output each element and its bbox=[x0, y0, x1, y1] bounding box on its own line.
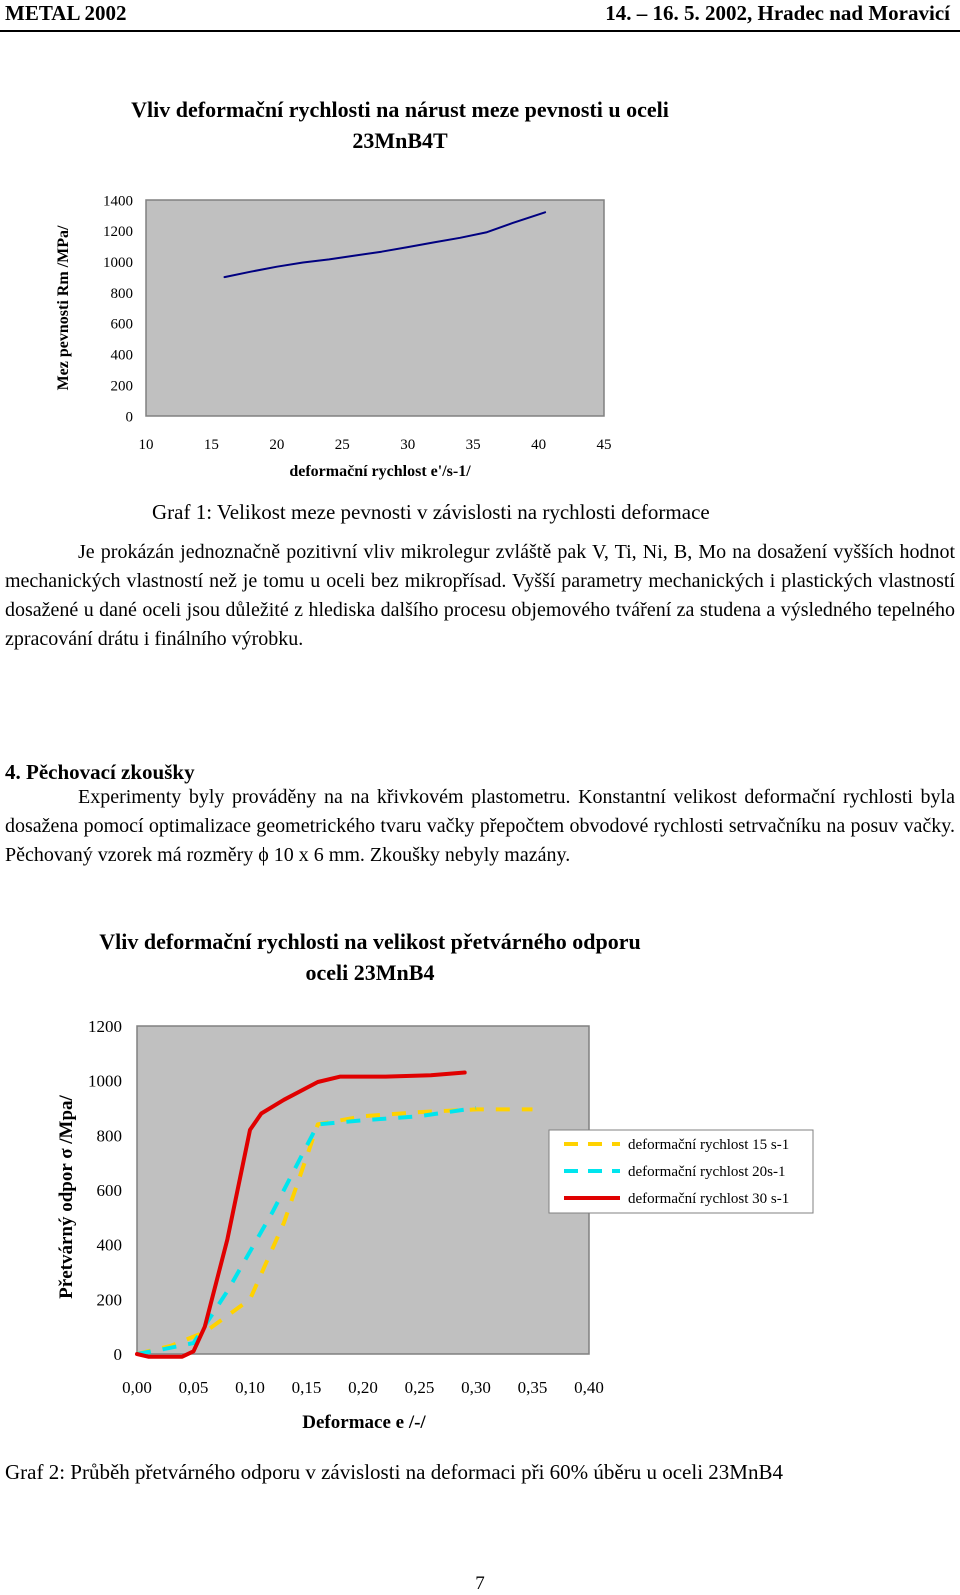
chart1-x-tick-label: 45 bbox=[596, 437, 612, 453]
chart2-legend-label: deformační rychlost 20s-1 bbox=[628, 1164, 786, 1180]
chart2-y-tick-label: 200 bbox=[96, 1290, 122, 1310]
paragraph-1 bbox=[5, 538, 955, 654]
chart1-title-line2: 23MnB4T bbox=[352, 128, 448, 153]
chart1-y-tick-label: 600 bbox=[110, 316, 133, 333]
chart2-title bbox=[40, 926, 700, 988]
chart1-x-axis-label: deformační rychlost e'/s-1/ bbox=[289, 463, 471, 480]
chart1-x-tick-label: 20 bbox=[269, 437, 285, 453]
chart1-y-tick-label: 1400 bbox=[103, 193, 133, 210]
chart2-legend-label: deformační rychlost 30 s-1 bbox=[628, 1191, 790, 1207]
chart2-legend-label: deformační rychlost 15 s-1 bbox=[628, 1137, 790, 1153]
chart1-x-tick-label: 35 bbox=[465, 437, 481, 453]
chart2-x-tick-label: 0,10 bbox=[235, 1378, 265, 1397]
chart2-caption: Graf 2: Průběh přetvárného odporu v závislosti na deformaci při 60% úběru u oceli 23MnB4 bbox=[5, 1460, 783, 1484]
chart1-y-tick-label: 1200 bbox=[103, 224, 133, 241]
chart1-x-tick-label: 10 bbox=[138, 437, 154, 453]
chart1-y-tick-label: 800 bbox=[110, 285, 133, 302]
chart1-y-tick-label: 0 bbox=[125, 409, 133, 426]
chart2-y-tick-label: 0 bbox=[113, 1344, 122, 1364]
paragraph-2-text: Experimenty byly prováděny na na křivkovém plastometru. Konstantní velikost deformační rychlosti byla dosažena pomocí optimalizace geometrického tvaru vačky přepočtem obvodové rychlosti setrvačníku na posuv vačky. Pěchovaný vzorek má rozměry ϕ 10 x 6 mm. Zkoušky nebyly mazány. bbox=[5, 786, 955, 866]
chart2-x-tick-label: 0,00 bbox=[122, 1378, 152, 1397]
chart2-x-tick-label: 0,20 bbox=[348, 1378, 378, 1397]
chart1-title bbox=[60, 94, 740, 156]
chart2-y-tick-label: 1200 bbox=[88, 1016, 122, 1036]
header-conference: METAL 2002 bbox=[5, 1, 127, 25]
chart2-x-tick-label: 0,35 bbox=[517, 1378, 548, 1397]
chart1-plot-area bbox=[146, 200, 604, 416]
chart2-x-tick-label: 0,05 bbox=[178, 1378, 209, 1397]
chart1-svg bbox=[0, 180, 660, 500]
chart2-x-tick-label: 0,15 bbox=[291, 1378, 322, 1397]
page-header bbox=[0, 0, 960, 32]
paragraph-1-text: Je prokázán jednoznačně pozitivní vliv mikrolegur zvláště pak V, Ti, Ni, B, Mo na dosažení vyšších hodnot mechanických vlastností než je tomu u oceli bez mikropřísad. Vyšší parametry mechanických i plastických vlastností dosažené u dané oceli jsou důležité z hlediska dalšího procesu objemového tváření za studena a výsledného tepelného zpracování drátu i finálního výrobku. bbox=[5, 541, 955, 650]
chart1-x-tick-label: 30 bbox=[400, 437, 416, 453]
chart2-x-tick-label: 0,25 bbox=[404, 1378, 435, 1397]
chart1-y-tick-label: 400 bbox=[110, 347, 133, 364]
chart2-title-line1: Vliv deformační rychlosti na velikost přetvárného odporu bbox=[99, 929, 641, 954]
chart2-title-line2: oceli 23MnB4 bbox=[305, 960, 435, 985]
chart1-x-tick-label: 25 bbox=[334, 437, 350, 453]
chart1-caption: Graf 1: Velikost meze pevnosti v závislosti na rychlosti deformace bbox=[152, 500, 710, 524]
header-date-place: 14. – 16. 5. 2002, Hradec nad Moravicí bbox=[605, 1, 950, 25]
chart1-y-axis-label: Mez pevnosti Rm /MPa/ bbox=[55, 225, 72, 391]
chart2-y-axis-label: Přetvárný odpor σ /Mpa/ bbox=[56, 1095, 77, 1299]
chart1-y-tick-label: 1000 bbox=[103, 254, 133, 271]
chart2-svg bbox=[0, 1010, 860, 1440]
chart2-y-tick-label: 800 bbox=[96, 1126, 122, 1146]
page-number: 7 bbox=[475, 1573, 485, 1594]
chart2-x-tick-label: 0,30 bbox=[461, 1378, 491, 1397]
chart1-y-tick-label: 200 bbox=[110, 378, 133, 395]
section-heading: 4. Pěchovací zkoušky bbox=[5, 760, 195, 784]
chart1-title-line1: Vliv deformační rychlosti na nárust meze pevnosti u oceli bbox=[131, 97, 669, 122]
chart2-y-tick-label: 400 bbox=[96, 1235, 122, 1255]
chart2-y-tick-label: 600 bbox=[96, 1180, 122, 1200]
chart2-y-tick-label: 1000 bbox=[88, 1071, 122, 1091]
chart2-x-axis-label: Deformace e /-/ bbox=[302, 1412, 426, 1433]
chart1-x-tick-label: 40 bbox=[531, 437, 547, 453]
paragraph-2 bbox=[5, 783, 955, 870]
chart2-x-tick-label: 0,40 bbox=[574, 1378, 604, 1397]
chart1-x-tick-label: 15 bbox=[203, 437, 219, 453]
